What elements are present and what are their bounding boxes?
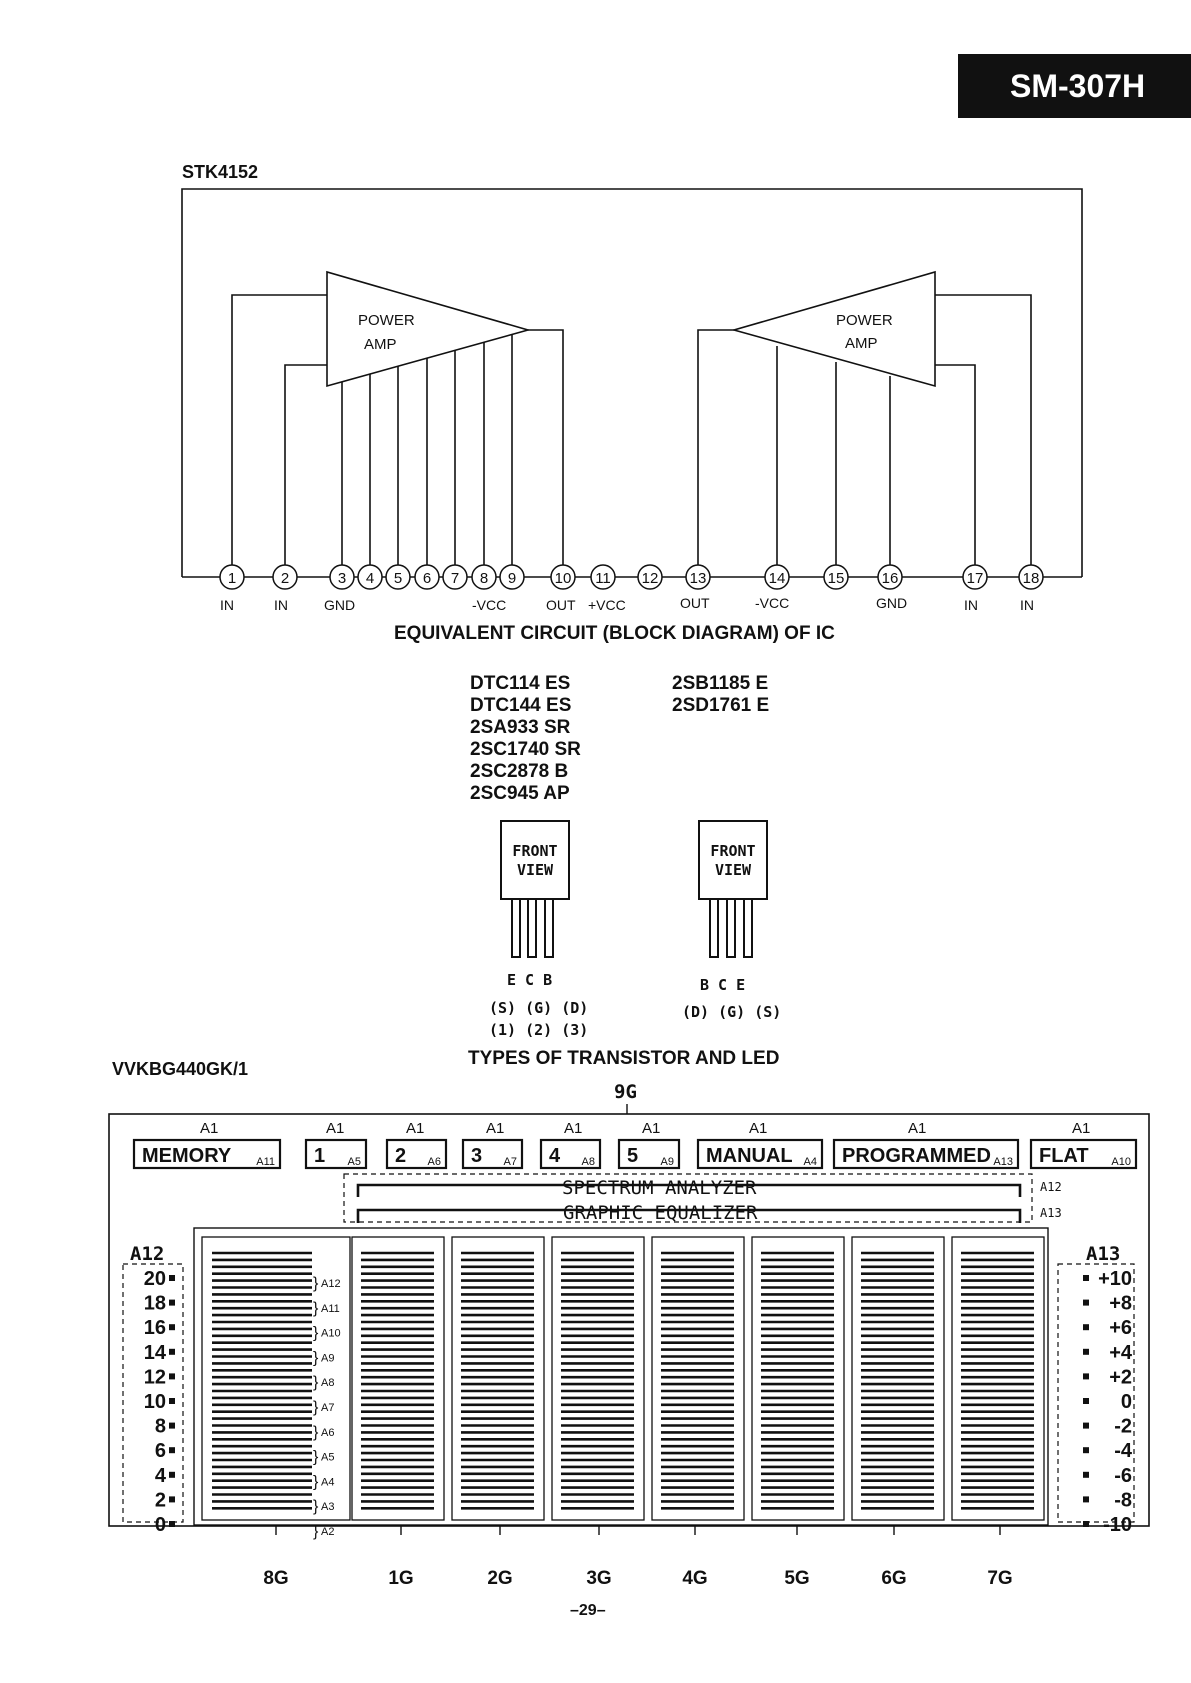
mode-button-anode: A9	[660, 1156, 674, 1168]
pin-label: GND	[324, 597, 356, 613]
grid-label: 1G	[388, 1568, 414, 1589]
pin-label: GND	[876, 595, 908, 611]
anode-a1-label: A1	[326, 1120, 345, 1137]
right-scale-value: -10	[1103, 1514, 1132, 1536]
mode-button-anode: A11	[256, 1156, 275, 1168]
anode-brace: }	[313, 1399, 319, 1416]
scale-dot	[1083, 1398, 1089, 1404]
mode-button-anode: A13	[993, 1156, 1013, 1168]
ic-pin-number: 15	[827, 570, 845, 587]
pinout-b-line2: (D) (G) (S)	[682, 1003, 782, 1021]
spectrum-label: SPECTRUM ANALYZER	[562, 1177, 757, 1199]
scale-dot	[1083, 1349, 1089, 1355]
transistor-item: 2SB1185 E	[672, 673, 769, 694]
anode-a1-label: A1	[200, 1120, 219, 1137]
anode-brace: }	[313, 1423, 319, 1441]
transistor-item: 2SA933 SR	[470, 717, 571, 738]
front-view-package-b	[698, 820, 768, 900]
front-view-package-a	[500, 820, 570, 900]
mode-button-label: 3	[471, 1145, 483, 1167]
anode-brace: }	[313, 1523, 319, 1540]
grid-label: 2G	[487, 1568, 513, 1589]
ic-pin-number: 12	[641, 570, 659, 587]
meter-anode-label: A6	[321, 1426, 335, 1439]
scale-dot	[169, 1423, 175, 1429]
left-scale-value: 10	[143, 1391, 166, 1413]
transistor-item: DTC144 ES	[470, 695, 572, 716]
pin-label: -VCC	[755, 595, 790, 611]
transistor-caption: TYPES OF TRANSISTOR AND LED	[468, 1048, 780, 1069]
anode-brace: }	[313, 1498, 319, 1516]
ic-pin-number: 13	[689, 570, 707, 587]
mode-button-anode: A6	[427, 1156, 441, 1168]
scale-dot	[169, 1472, 175, 1478]
right-scale-value: -6	[1114, 1464, 1132, 1487]
page-number: –29–	[570, 1602, 606, 1619]
anode-brace: }	[313, 1349, 319, 1367]
pin-label: IN	[964, 597, 978, 613]
ic-pin-number: 4	[365, 570, 375, 587]
ic-caption: EQUIVALENT CIRCUIT (BLOCK DIAGRAM) OF IC	[394, 623, 835, 644]
display-part-number: VVKBG440GK/1	[112, 1059, 249, 1079]
equalizer-anode: A13	[1040, 1206, 1062, 1220]
anode-a1-label: A1	[642, 1120, 661, 1137]
left-scale-value: 0	[154, 1514, 166, 1536]
left-scale-value: 6	[154, 1440, 166, 1463]
pin-label: -VCC	[472, 597, 507, 613]
grid-label: 8G	[263, 1568, 289, 1589]
ic-pin-number: 8	[479, 570, 489, 587]
ic-pin-number: 3	[337, 570, 347, 587]
left-scale-value: 14	[143, 1341, 166, 1364]
left-scale-value: 8	[154, 1415, 166, 1438]
pin-label: IN	[274, 597, 288, 613]
meter-anode-label: A3	[321, 1501, 335, 1514]
anode-a1-label: A1	[406, 1120, 425, 1137]
meter-anode-label: A2	[321, 1526, 335, 1538]
ic-pin-number: 18	[1022, 570, 1040, 587]
mode-button-label: FLAT	[1039, 1145, 1089, 1167]
mode-button-anode: A10	[1111, 1156, 1131, 1168]
pin-label: OUT	[680, 595, 710, 611]
grid-labels	[263, 1525, 1012, 1589]
transistor-item: DTC114 ES	[470, 673, 571, 694]
left-scale-value: 12	[143, 1366, 166, 1389]
anode-a1-label: A1	[564, 1120, 583, 1137]
right-scale-value: +8	[1109, 1292, 1132, 1315]
pin-label: IN	[220, 597, 234, 613]
left-amp-label-2: AMP	[364, 336, 397, 353]
scale-dot	[1083, 1373, 1089, 1379]
grid-label: 3G	[586, 1568, 612, 1589]
right-scale-value: +6	[1109, 1317, 1132, 1340]
right-scale-anode: A13	[1086, 1243, 1121, 1265]
right-scale-value: 0	[1120, 1391, 1132, 1413]
left-scale-value: 18	[143, 1292, 166, 1315]
meter-anode-label: A11	[321, 1302, 340, 1315]
anode-a1-label: A1	[1072, 1120, 1091, 1137]
mode-button-label: 4	[549, 1145, 561, 1167]
mode-button-label: MEMORY	[142, 1145, 232, 1167]
scale-dot	[1083, 1324, 1089, 1330]
left-amp-label-1: POWER	[358, 312, 415, 329]
pinout-b-line1: B C E	[700, 976, 746, 994]
anode-brace: }	[313, 1299, 319, 1317]
left-scale-value: 20	[143, 1268, 166, 1290]
left-scale-value: 4	[154, 1464, 166, 1487]
scale-dot	[1083, 1521, 1089, 1527]
ic-pin-number: 16	[881, 570, 899, 587]
meter-anode-label: A9	[321, 1352, 335, 1365]
right-scale-value: +4	[1109, 1341, 1132, 1364]
lead	[511, 900, 521, 958]
scale-dot	[169, 1521, 175, 1527]
ic-pin-number: 1	[227, 570, 237, 587]
scale-dot	[169, 1373, 175, 1379]
mode-button-label: PROGRAMMED	[842, 1145, 991, 1167]
ic-pin-number: 17	[966, 570, 984, 587]
right-amp-label-1: POWER	[836, 312, 893, 329]
mode-button-label: 1	[314, 1145, 326, 1167]
scale-dot	[1083, 1423, 1089, 1429]
grid-label: 6G	[881, 1568, 907, 1589]
ic-pin-number: 6	[422, 570, 432, 587]
scale-dot	[169, 1275, 175, 1281]
anode-a1-label: A1	[908, 1120, 927, 1137]
pin-label: OUT	[546, 597, 576, 613]
anode-brace: }	[313, 1473, 319, 1491]
anode-a1-label: A1	[486, 1120, 505, 1137]
mode-buttons	[134, 1140, 1136, 1168]
mode-button-label: 2	[395, 1145, 407, 1167]
ic-pin-number: 14	[768, 570, 786, 587]
spectrum-anode: A12	[1040, 1180, 1062, 1194]
pinout-a-line2: (S) (G) (D)	[489, 999, 589, 1017]
right-scale-value: -2	[1114, 1415, 1132, 1438]
meter-anode-label: A5	[321, 1451, 335, 1464]
meter-anode-label: A4	[321, 1476, 335, 1489]
grid-label: 4G	[682, 1568, 708, 1589]
mode-button-label: MANUAL	[706, 1145, 793, 1167]
right-scale-value: +2	[1109, 1366, 1132, 1389]
right-scale-value: -8	[1114, 1489, 1132, 1512]
scale-dot	[169, 1300, 175, 1306]
lead	[709, 900, 719, 958]
lead	[544, 900, 554, 958]
scale-dot	[169, 1447, 175, 1453]
meter-anode-label: A10	[321, 1327, 341, 1340]
transistor-list-a	[470, 673, 581, 805]
anode-brace: }	[313, 1374, 319, 1392]
mode-button-label: 5	[627, 1145, 639, 1167]
transistor-item: 2SD1761 E	[672, 695, 770, 716]
ic-pin-number: 7	[450, 570, 460, 587]
transistor-item: 2SC1740 SR	[470, 739, 581, 760]
mode-button-anode: A8	[581, 1156, 595, 1168]
ic-pin-number: 2	[280, 570, 290, 587]
right-scale-value: +10	[1098, 1268, 1132, 1290]
ic-pin-number: 5	[393, 570, 403, 587]
mode-button-anode: A5	[347, 1156, 361, 1168]
right-scale-value: -4	[1114, 1440, 1132, 1463]
ic-pin-number: 11	[595, 570, 611, 587]
ic-block-diagram	[0, 0, 1191, 660]
pinout-a-line1: E C B	[507, 971, 553, 989]
lead	[527, 900, 537, 958]
scale-dot	[1083, 1496, 1089, 1502]
scale-dot	[1083, 1300, 1089, 1306]
front-view-text: FRONT	[710, 842, 756, 860]
ic-pin-number: 10	[554, 570, 572, 587]
lead	[743, 900, 753, 958]
anode-a1-label: A1	[749, 1120, 768, 1137]
anode-brace: }	[313, 1324, 319, 1342]
meter-anode-label: A8	[321, 1377, 335, 1390]
pin-label: IN	[1020, 597, 1034, 613]
ic-pin-number: 9	[507, 570, 517, 587]
grid-label: 5G	[784, 1568, 810, 1589]
scale-dot	[169, 1324, 175, 1330]
model-tag: SM-307H	[958, 54, 1191, 118]
scale-dot	[169, 1496, 175, 1502]
mode-button-anode: A7	[503, 1156, 517, 1168]
scale-dot	[169, 1398, 175, 1404]
anode-brace: }	[313, 1275, 319, 1292]
meter-anode-label: A7	[321, 1402, 335, 1414]
right-amp-label-2: AMP	[845, 335, 878, 352]
scale-dot	[1083, 1447, 1089, 1453]
mode-button-anode: A4	[803, 1156, 817, 1168]
transistor-item: 2SC2878 B	[470, 761, 569, 782]
equalizer-label: GRAPHIC EQUALIZER	[563, 1202, 758, 1224]
transistor-item: 2SC945 AP	[470, 783, 570, 804]
front-view-text: FRONT	[512, 842, 558, 860]
scale-dot	[169, 1349, 175, 1355]
left-scale-value: 2	[154, 1489, 166, 1512]
left-scale-value: 16	[143, 1317, 166, 1340]
meter-anode-label: A12	[321, 1278, 341, 1290]
pin-label: +VCC	[588, 597, 626, 613]
front-view-text: VIEW	[714, 861, 752, 879]
left-scale-anode: A12	[130, 1243, 165, 1265]
level-meters	[202, 1237, 1044, 1540]
pinout-a-line3: (1) (2) (3)	[489, 1021, 589, 1039]
front-view-text: VIEW	[516, 861, 554, 879]
transistor-list-b	[672, 673, 769, 717]
ic-name: STK4152	[182, 162, 259, 182]
scale-dot	[1083, 1472, 1089, 1478]
grid-label: 7G	[987, 1568, 1013, 1589]
vfd-diagram	[0, 1075, 1191, 1600]
grid-9g-label: 9G	[614, 1081, 637, 1103]
anode-brace: }	[313, 1448, 319, 1466]
lead	[726, 900, 736, 958]
scale-dot	[1083, 1275, 1089, 1281]
